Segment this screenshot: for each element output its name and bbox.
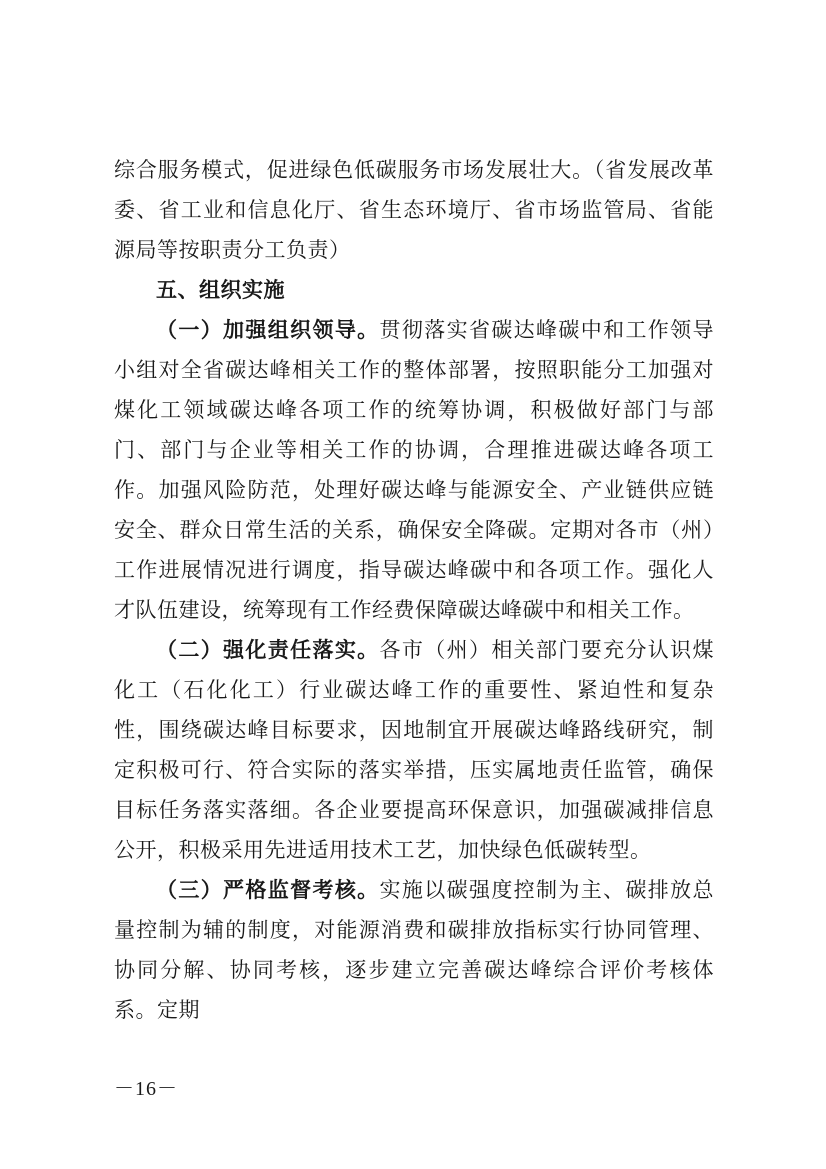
- section-heading: 五、组织实施: [156, 278, 285, 302]
- subsection-2: [114, 630, 714, 870]
- continued-paragraph: 综合服务模式，促进绿色低碳服务市场发展壮大。（省发展改革委、省工业和信息化厅、省生态环境厅、省市场监管局、省能源局等按职责分工负责）: [114, 158, 714, 262]
- subsection-1: [114, 310, 714, 630]
- subsection-2-body: 各市（州）相关部门要充分认识煤化工（石化化工）行业碳达峰工作的重要性、紧迫性和复杂性，围绕碳达峰目标要求，因地制宜开展碳达峰路线研究，制定积极可行、符合实际的落实举措，压实属地责任监管，确保目标任务落实落细。各企业要提高环保意识，加强碳减排信息公开，积极采用先进适用技术工艺，加快绿色低碳转型。: [114, 638, 715, 862]
- subsection-3: [114, 870, 714, 1030]
- page-number: －16－: [114, 1078, 178, 1100]
- subsection-3-body: 实施以碳强度控制为主、碳排放总量控制为辅的制度，对能源消费和碳排放指标实行协同管理、协同分解、协同考核，逐步建立完善碳达峰综合评价考核体系。定期: [114, 878, 715, 1022]
- subsection-2-title: （二）强化责任落实。: [156, 638, 380, 662]
- subsection-3-title: （三）严格监督考核。: [156, 878, 380, 902]
- document-body: [114, 150, 714, 1030]
- subsection-1-title: （一）加强组织领导。: [156, 318, 380, 342]
- subsection-1-body: 贯彻落实省碳达峰碳中和工作领导小组对全省碳达峰相关工作的整体部署，按照职能分工加强对煤化工领域碳达峰各项工作的统筹协调，积极做好部门与部门、部门与企业等相关工作的协调，合理推进碳达峰各项工作。加强风险防范，处理好碳达峰与能源安全、产业链供应链安全、群众日常生活的关系，确保安全降碳。定期对各市（州）工作进展情况进行调度，指导碳达峰碳中和各项工作。强化人才队伍建设，统筹现有工作经费保障碳达峰碳中和相关工作。: [114, 318, 715, 622]
